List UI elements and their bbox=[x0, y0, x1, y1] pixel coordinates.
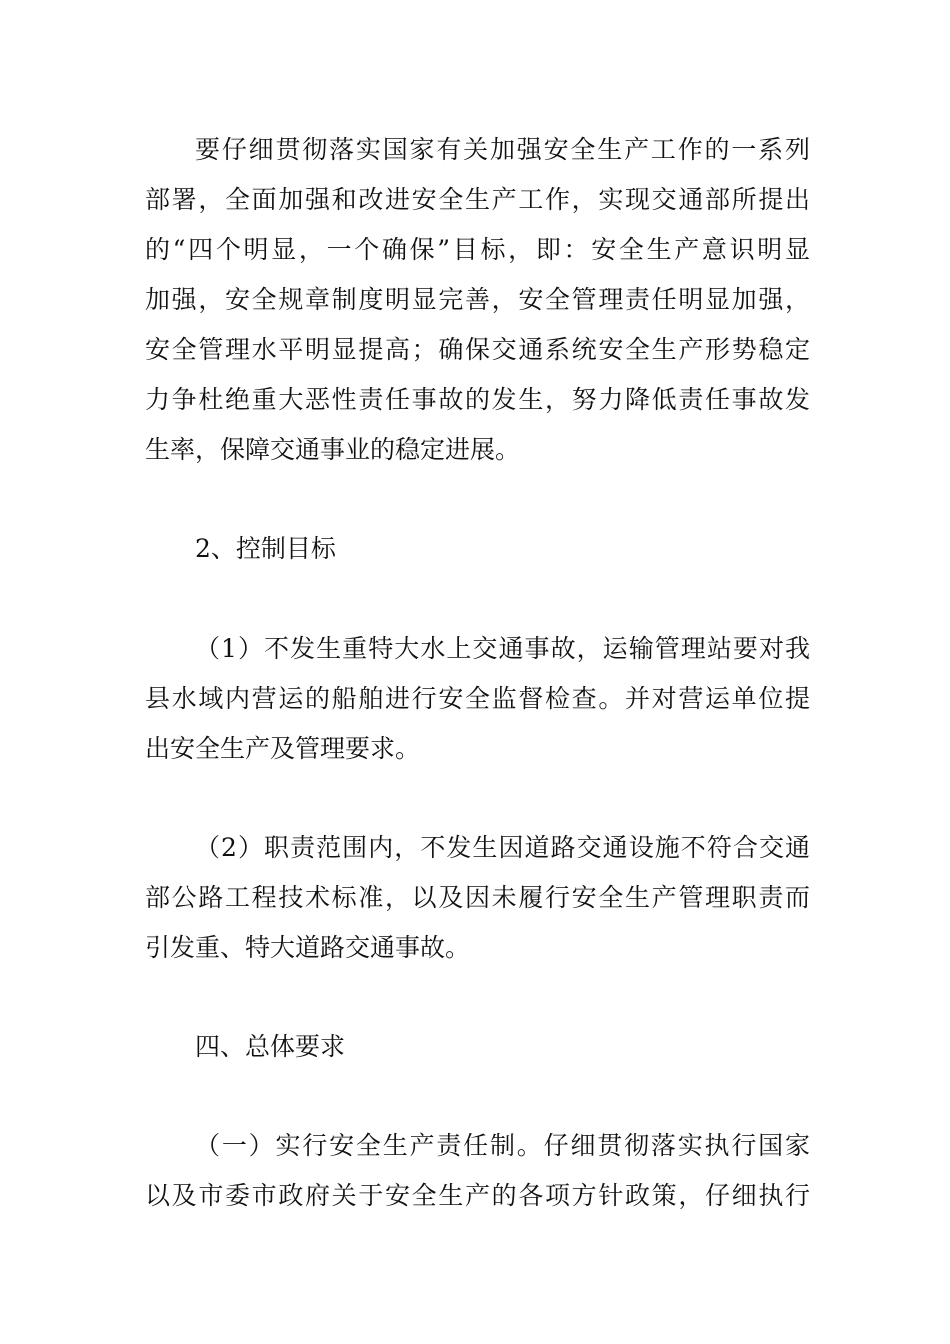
paragraph-goal-1-line-1: （1）不发生重特大水上交通事故，运输管理站要对我 bbox=[195, 634, 810, 663]
section-heading-general-requirements: 四、总体要求 bbox=[195, 1032, 346, 1061]
paragraph-goal-2-line-1: （2）职责范围内，不发生因道路交通设施不符合交通 bbox=[195, 833, 810, 862]
paragraph-requirement-1-line-2: 以及市委市政府关于安全生产的各项方针政策，仔细执行 bbox=[145, 1181, 810, 1210]
paragraph-1-line-1: 要仔细贯彻落实国家有关加强安全生产工作的一系列 bbox=[195, 135, 810, 164]
paragraph-goal-1-line-2: 县水域内营运的船舶进行安全监督检查。并对营运单位提 bbox=[145, 684, 810, 713]
paragraph-1-line-3: 的“四个明显，一个确保”目标，即：安全生产意识明显 bbox=[145, 235, 810, 264]
paragraph-1-line-5: 安全管理水平明显提高；确保交通系统安全生产形势稳定 bbox=[145, 335, 810, 364]
section-heading-control-goals: 2、控制目标 bbox=[195, 534, 336, 563]
paragraph-1-line-6: 力争杜绝重大恶性责任事故的发生，努力降低责任事故发 bbox=[145, 385, 810, 414]
paragraph-1-line-2: 部署，全面加强和改进安全生产工作，实现交通部所提出 bbox=[145, 185, 810, 214]
paragraph-1-line-4: 加强，安全规章制度明显完善，安全管理责任明显加强， bbox=[145, 285, 810, 314]
paragraph-goal-1-line-3: 出安全生产及管理要求。 bbox=[145, 734, 421, 763]
paragraph-goal-2-line-2: 部公路工程技术标准，以及因未履行安全生产管理职责而 bbox=[145, 883, 810, 912]
paragraph-requirement-1-line-1: （一）实行安全生产责任制。仔细贯彻落实执行国家 bbox=[195, 1131, 810, 1160]
paragraph-1-line-7: 生率，保障交通事业的稳定进展。 bbox=[145, 435, 521, 464]
paragraph-goal-2-line-3: 引发重、特大道路交通事故。 bbox=[145, 933, 471, 962]
